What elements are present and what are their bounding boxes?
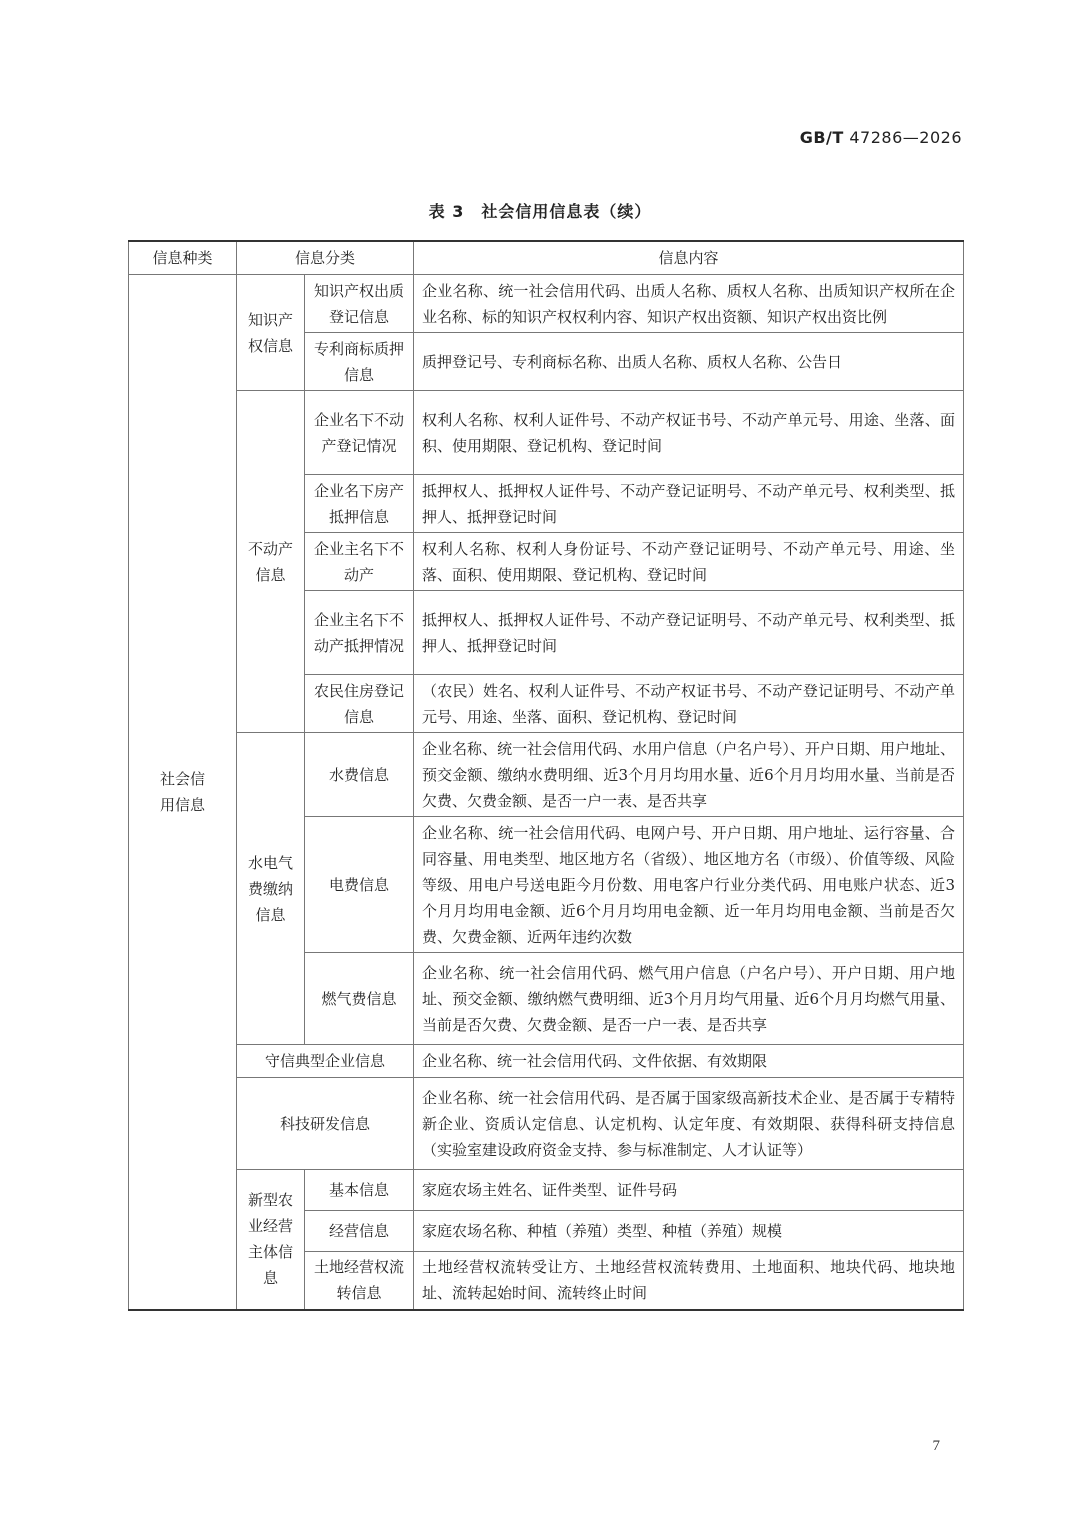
group-utility: 水电气费缴纳信息 [237, 733, 305, 1045]
content-cell: 企业名称、统一社会信用代码、水用户信息（户名户号）、开户日期、用户地址、预交金额、缴纳水费明细、近3个月月均用水量、近6个月月均用水量、当前是否欠费、欠费金额、是否一户一表、是否共享 [414, 733, 964, 817]
subclass-cell: 燃气费信息 [305, 953, 414, 1045]
content-cell: 企业名称、统一社会信用代码、出质人名称、质权人名称、出质知识产权所在企业名称、标的知识产权权利内容、知识产权出资额、知识产权出资比例 [414, 275, 964, 333]
column-header-type: 信息种类 [129, 241, 237, 275]
table-title: 表 3 社会信用信息表（续） [428, 202, 652, 221]
subclass-cell: 农民住房登记信息 [305, 675, 414, 733]
group-trust: 守信典型企业信息 [237, 1045, 414, 1078]
subclass-cell: 专利商标质押信息 [305, 333, 414, 391]
content-cell: 企业名称、统一社会信用代码、电网户号、开户日期、用户地址、运行容量、合同容量、用电类型、地区地方名（省级）、地区地方名（市级）、价值等级、风险等级、用电户号送电距今月份数、用电客户行业分类代码、用电账户状态、近3个月月均用电金额、近6个月月均用电金额、近一年月均用电金额、当前是否欠费、欠费金额、近两年违约次数 [414, 817, 964, 953]
subclass-cell: 水费信息 [305, 733, 414, 817]
subclass-cell: 经营信息 [305, 1211, 414, 1252]
content-cell: 权利人名称、权利人身份证号、不动产登记证明号、不动产单元号、用途、坐落、面积、使用期限、登记机构、登记时间 [414, 533, 964, 591]
table-row [129, 1045, 964, 1078]
subclass-cell: 企业主名下不动产抵押情况 [305, 591, 414, 675]
column-header-class: 信息分类 [237, 241, 414, 275]
group-rnd: 科技研发信息 [237, 1078, 414, 1170]
content-cell: 企业名称、统一社会信用代码、是否属于国家级高新技术企业、是否属于专精特新企业、资质认定信息、认定机构、认定年度、有效期限、获得科研支持信息（实验室建设政府资金支持、参与标准制定、人才认证等） [414, 1078, 964, 1170]
subclass-cell: 基本信息 [305, 1170, 414, 1211]
page-number: 7 [932, 1438, 940, 1454]
credit-info-table [128, 240, 964, 1311]
standard-number: 47286—2026 [849, 128, 962, 147]
content-cell: 质押登记号、专利商标名称、出质人名称、质权人名称、公告日 [414, 333, 964, 391]
column-header-content: 信息内容 [414, 241, 964, 275]
content-cell: 家庭农场名称、种植（养殖）类型、种植（养殖）规模 [414, 1211, 964, 1252]
table-row [129, 1078, 964, 1170]
content-cell: 权利人名称、权利人证件号、不动产权证书号、不动产单元号、用途、坐落、面积、使用期限、登记机构、登记时间 [414, 391, 964, 475]
subclass-cell: 企业名下房产抵押信息 [305, 475, 414, 533]
table-row [129, 733, 964, 817]
category-cell: 社会信用信息 [129, 275, 237, 1310]
standard-prefix: GB/T [799, 128, 844, 147]
table-row [129, 1170, 964, 1211]
content-cell: 抵押权人、抵押权人证件号、不动产登记证明号、不动产单元号、权利类型、抵押人、抵押登记时间 [414, 591, 964, 675]
subclass-cell: 企业名下不动产登记情况 [305, 391, 414, 475]
standard-code [800, 128, 962, 147]
group-agri: 新型农业经营主体信息 [237, 1170, 305, 1310]
subclass-cell: 知识产权出质登记信息 [305, 275, 414, 333]
subclass-cell: 企业主名下不动产 [305, 533, 414, 591]
content-cell: 土地经营权流转受让方、土地经营权流转费用、土地面积、地块代码、地块地址、流转起始时间、流转终止时间 [414, 1252, 964, 1310]
content-cell: 企业名称、统一社会信用代码、文件依据、有效期限 [414, 1045, 964, 1078]
table-header-row [129, 241, 964, 275]
content-cell: 抵押权人、抵押权人证件号、不动产登记证明号、不动产单元号、权利类型、抵押人、抵押登记时间 [414, 475, 964, 533]
group-realestate: 不动产信息 [237, 391, 305, 733]
table-row [129, 275, 964, 333]
content-cell: 家庭农场主姓名、证件类型、证件号码 [414, 1170, 964, 1211]
content-cell: 企业名称、统一社会信用代码、燃气用户信息（户名户号）、开户日期、用户地址、预交金额、缴纳燃气费明细、近3个月月均气用量、近6个月月均燃气用量、当前是否欠费、欠费金额、是否一户一表、是否共享 [414, 953, 964, 1045]
subclass-cell: 电费信息 [305, 817, 414, 953]
group-ip: 知识产权信息 [237, 275, 305, 391]
subclass-cell: 土地经营权流转信息 [305, 1252, 414, 1310]
table-row [129, 391, 964, 475]
content-cell: （农民）姓名、权利人证件号、不动产权证书号、不动产登记证明号、不动产单元号、用途、坐落、面积、登记机构、登记时间 [414, 675, 964, 733]
